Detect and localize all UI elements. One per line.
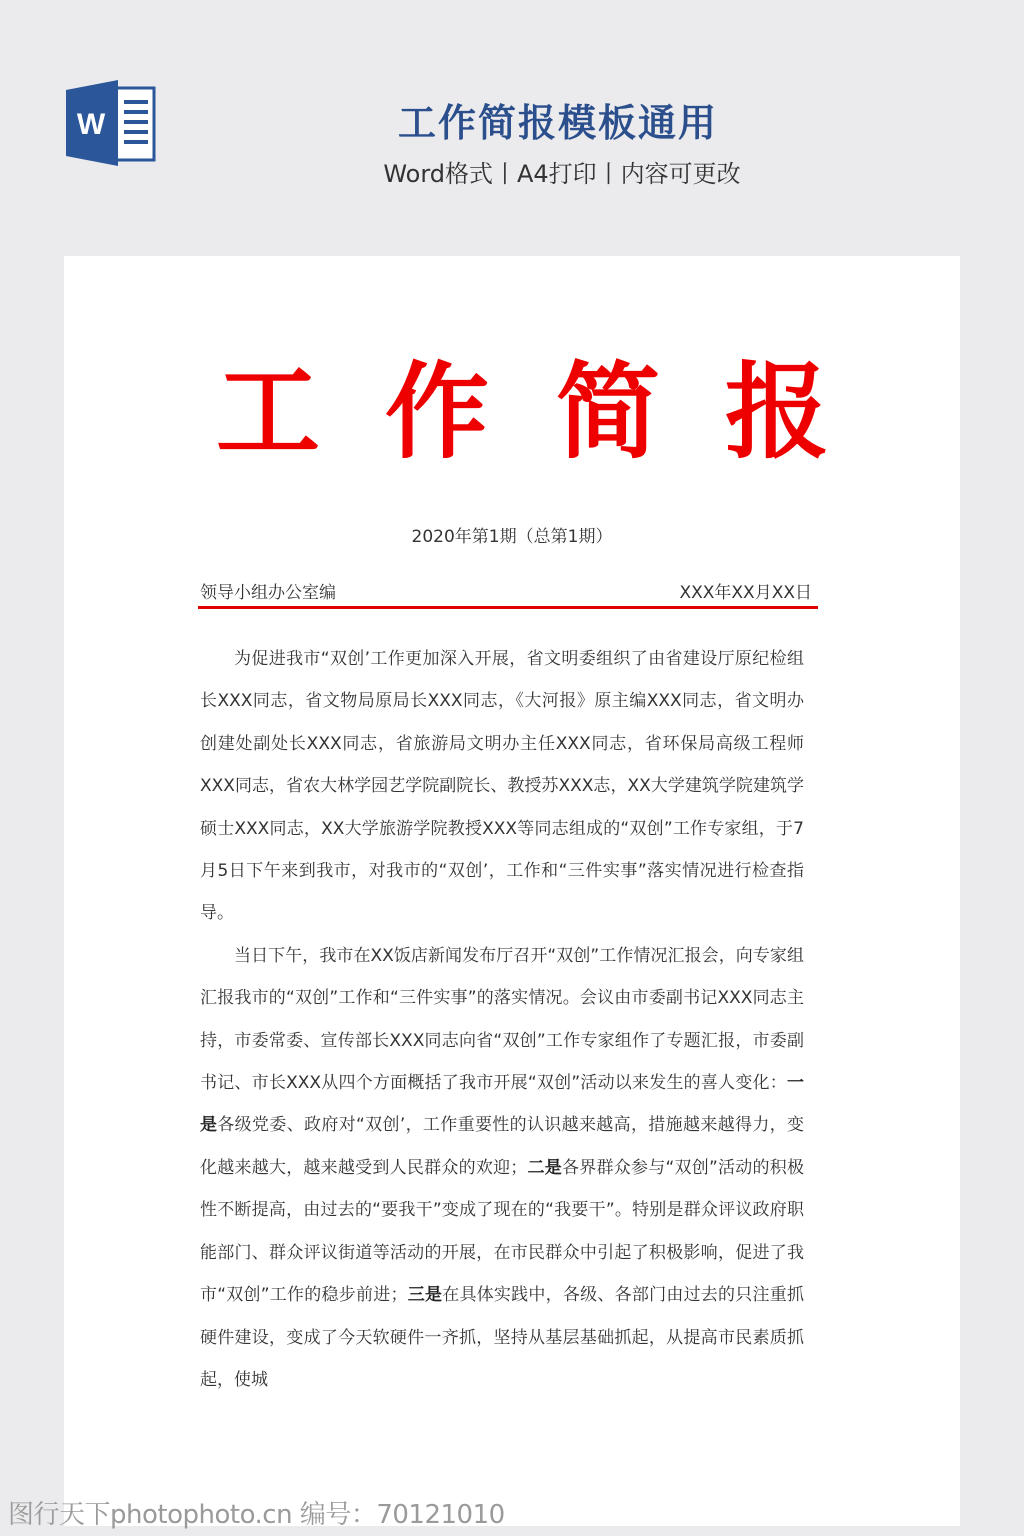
page-title: 工作简报模板通用 <box>397 101 718 145</box>
bold-point-2: 二是 <box>527 1157 563 1178</box>
document-body <box>200 638 804 1401</box>
word-document-icon <box>64 80 156 166</box>
bold-point-1: 一是 <box>200 1073 804 1136</box>
svg-text:W: W <box>76 108 106 141</box>
issuing-office: 领导小组办公室编 <box>200 583 336 603</box>
document-page <box>64 256 960 1526</box>
paragraph-2: 当日下午，我市在XX饭店新闻发布厅召开“双创”工作情况汇报会，向专家组汇报我市的“双创”工作和“三件实事”的落实情况。会议由市委副书记XXX同志主持，市委常委、宣传部长XXX同志向省“双创”工作专家组作了专题汇报，市委副书记、市长XXX从四个方面概括了我市开展“双创”活动以来发生的喜人变化：一是各级党委、政府对“双创’，工作重要性的认识越来越高，措施越来越得力，变化越来越大，越来越受到人民群众的欢迎；二是各界群众参与“双创”活动的积极性不断提高，由过去的“要我干”变成了现在的“我要干”。特别是群众评议政府职能部门、群众评议街道等活动的开展，在市民群众中引起了积极影响，促进了我市“双创”工作的稳步前进；三是在具体实践中，各级、各部门由过去的只注重抓硬件建设，变成了今天软硬件一齐抓，坚持从基层基础抓起，从提高市民素质抓起，使城 <box>200 945 805 1390</box>
title-char-1: 工 <box>215 351 320 473</box>
red-divider <box>198 606 818 609</box>
document-title <box>64 352 960 472</box>
watermark: 图行天下photophoto.cn 编号：70121010 <box>8 1500 505 1530</box>
bold-point-3: 三是 <box>407 1285 443 1306</box>
title-char-2: 作 <box>384 351 489 473</box>
issue-date: XXX年XX月XX日 <box>679 583 812 603</box>
page-subtitle: Word格式丨A4打印丨内容可更改 <box>383 160 741 188</box>
title-char-3: 简 <box>555 351 660 473</box>
issue-number: 2020年第1期（总第1期） <box>411 527 613 547</box>
paragraph-1: 为促进我市“双创’工作更加深入开展，省文明委组织了由省建设厅原纪检组长XXX同志，省文物局原局长XXX同志，《大河报》原主编XXX同志，省文明办创建处副处长XXX同志，省旅游局文明办主任XXX同志，省环保局高级工程师XXX同志，省农大林学园艺学院副院长、教授苏XXX志，XX大学建筑学院建筑学硕士XXX同志，XX大学旅游学院教授XXX等同志组成的“双创”工作专家组，于7月5日下午来到我市，对我市的“双创’，工作和“三件实事”落实情况进行检查指导。 <box>200 649 804 924</box>
title-char-4: 报 <box>724 351 829 473</box>
